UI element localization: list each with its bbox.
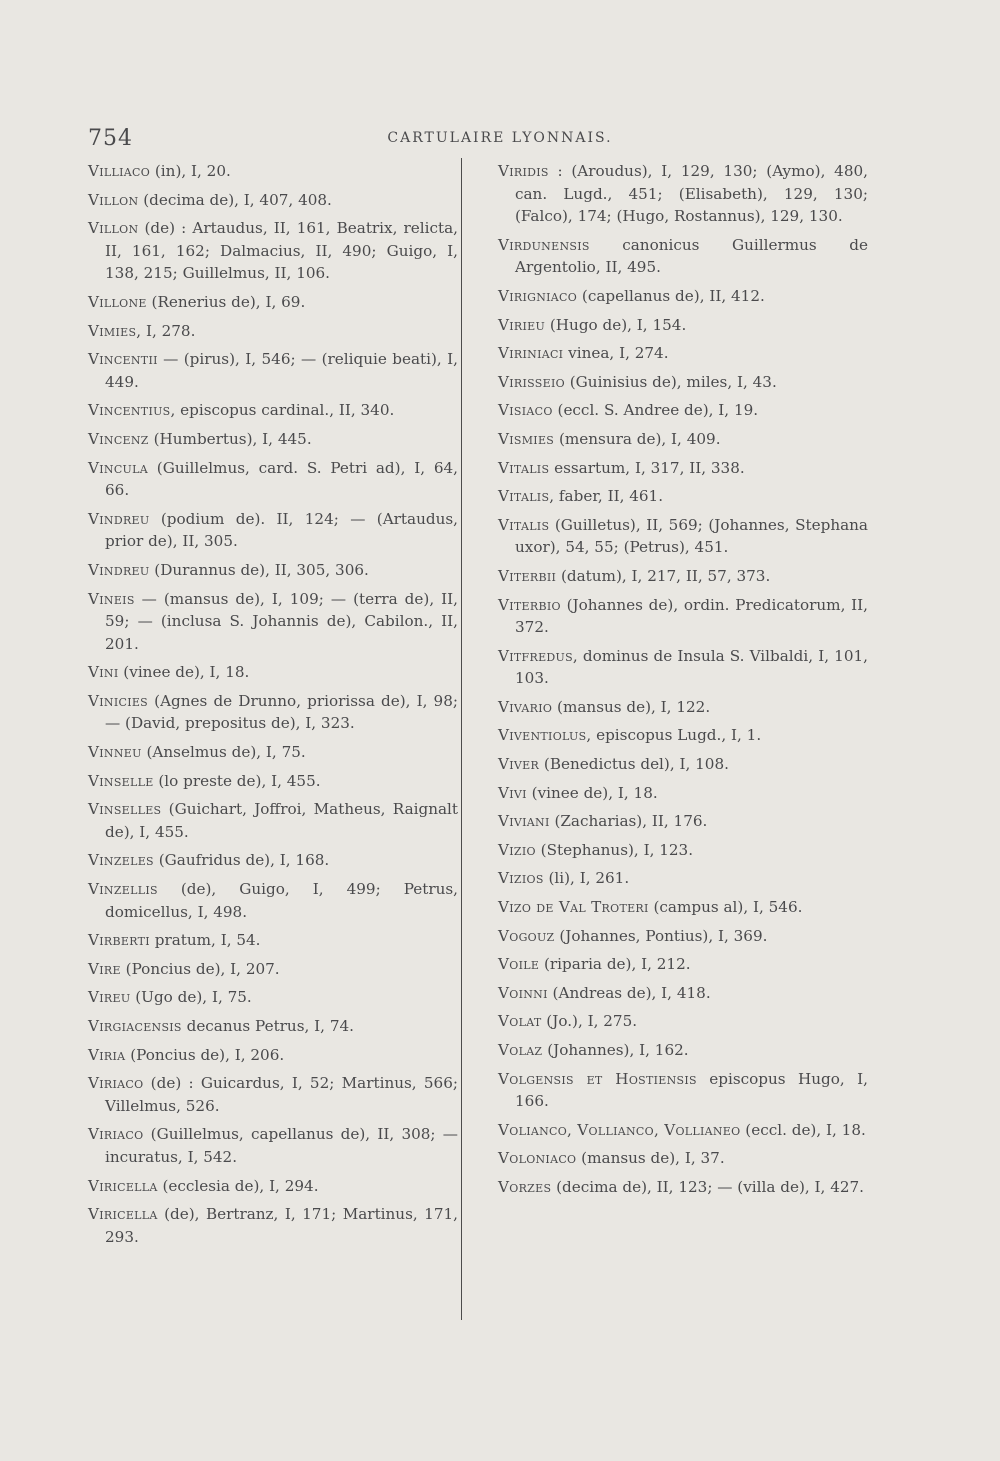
- entry-references: canonicus Guillermus de Argentolio, II, 495.: [515, 235, 868, 277]
- index-entry: [498, 1176, 868, 1199]
- entry-references: (Hugo de), I, 154.: [545, 315, 687, 334]
- entry-references: decanus Petrus, I, 74.: [181, 1017, 354, 1035]
- entry-references: (campus al), I, 546.: [648, 898, 803, 917]
- entry-references: (Guichart, Joffroi, Matheus, Raignalt de), I, 455.: [105, 800, 458, 841]
- entry-headword: Villone: [88, 292, 147, 311]
- index-entry: [498, 399, 868, 422]
- index-entry: [498, 371, 868, 394]
- entry-headword: Vinzeles: [88, 851, 154, 870]
- entry-headword: Viterbio: [498, 595, 561, 614]
- running-title: CARTULAIRE LYONNAIS.: [387, 130, 613, 146]
- index-entry: [498, 724, 868, 747]
- entry-headword: Viventiolus: [498, 726, 587, 745]
- entry-references: (Renerius de), I, 69.: [146, 292, 306, 311]
- index-entry: [498, 867, 868, 890]
- entry-references: (eccl. S. Andree de), I, 19.: [552, 401, 759, 420]
- entry-headword: Viriaco: [88, 1074, 144, 1093]
- entry-headword: Vitalis: [498, 458, 550, 477]
- entry-references: (de), Bertranz, I, 171; Martinus, 171, 293.: [105, 1205, 458, 1246]
- index-entry: [88, 878, 458, 923]
- entry-references: (eccl. de), I, 18.: [740, 1120, 866, 1139]
- entry-headword: Viriniaci: [498, 344, 564, 363]
- index-entry: [88, 160, 458, 183]
- entry-headword: Vire: [88, 959, 121, 978]
- entry-references: : (Aroudus), I, 129, 130; (Aymo), 480, can. Lugd., 451; (Elisabeth), 129, 130; (Falco), 174; (Hugo, Rostannus), 129, 130.: [515, 162, 868, 226]
- index-entry: [498, 514, 868, 559]
- entry-references: (decima de), II, 123; — (villa de), I, 427.: [551, 1177, 865, 1196]
- entry-references: (lo preste de), I, 455.: [153, 771, 321, 790]
- index-column-left: [88, 160, 458, 1254]
- entry-headword: Voloniaco: [498, 1149, 577, 1168]
- entry-headword: Viricella: [88, 1205, 158, 1224]
- entry-headword: Vogouz: [498, 926, 555, 945]
- entry-references: — (mansus de), I, 109; — (terra de), II, 59; — (inclusa S. Johannis de), Cabilon., II, 201.: [105, 589, 458, 653]
- entry-headword: Viricella: [88, 1176, 158, 1195]
- entry-headword: Vivario: [498, 697, 553, 716]
- entry-headword: Virieu: [498, 315, 546, 334]
- entry-references: (vinee de), I, 18.: [118, 663, 250, 682]
- index-entry: [88, 986, 458, 1009]
- entry-references: (Anselmus de), I, 75.: [141, 743, 306, 762]
- index-entry: [498, 953, 868, 976]
- entry-references: (Andreas de), I, 418.: [547, 983, 711, 1002]
- index-entry: [498, 160, 868, 228]
- index-entry: [498, 925, 868, 948]
- entry-references: (li), I, 261.: [543, 869, 630, 888]
- entry-references: (de), Guigo, I, 499; Petrus, domicellus, I, 498.: [105, 880, 458, 921]
- entry-headword: Vizios: [498, 869, 544, 888]
- index-entry: [88, 690, 458, 735]
- column-divider: [461, 158, 462, 1320]
- entry-references: (riparia de), I, 212.: [539, 955, 691, 974]
- entry-references: (Jo.), I, 275.: [541, 1012, 638, 1031]
- index-entry: [88, 1044, 458, 1067]
- entry-headword: Volgensis et Hostiensis: [498, 1069, 697, 1088]
- index-entry: [498, 594, 868, 639]
- index-entry: [498, 565, 868, 588]
- entry-headword: Vizo de Val Troteri: [498, 898, 649, 917]
- entry-headword: Visiaco: [498, 401, 553, 420]
- entry-headword: Volat: [498, 1012, 542, 1031]
- index-entry: [88, 1175, 458, 1198]
- entry-headword: Vinselles: [88, 800, 162, 819]
- index-entry: [88, 1072, 458, 1117]
- entry-headword: Vismies: [498, 429, 555, 448]
- entry-references: (vinee de), I, 18.: [526, 783, 658, 802]
- entry-references: (Benedictus del), I, 108.: [539, 755, 729, 774]
- entry-headword: Viterbii: [498, 566, 557, 585]
- entry-headword: Vincentii: [88, 350, 158, 369]
- index-entry: [498, 314, 868, 337]
- index-entry: [88, 508, 458, 553]
- entry-references: , faber, II, 461.: [549, 487, 664, 506]
- entry-references: vinea, I, 274.: [563, 344, 669, 363]
- entry-references: (Poncius de), I, 207.: [120, 959, 280, 978]
- index-entry: [498, 982, 868, 1005]
- index-entry: [498, 782, 868, 805]
- entry-headword: Villiaco: [88, 162, 151, 180]
- entry-headword: Vincenz: [88, 429, 149, 448]
- index-entry: [498, 1068, 868, 1113]
- entry-headword: Volaz: [498, 1041, 543, 1059]
- entry-references: pratum, I, 54.: [149, 931, 261, 950]
- index-entry: [498, 342, 868, 365]
- entry-references: (de) : Artaudus, II, 161, Beatrix, relicta, II, 161, 162; Dalmacius, II, 490; Guigo, I, 138, 215; Guillelmus, II, 106.: [105, 219, 458, 283]
- index-entry: [88, 291, 458, 314]
- entry-headword: Virgiacensis: [88, 1017, 182, 1035]
- index-entry: [498, 896, 868, 919]
- index-entry: [88, 559, 458, 582]
- entry-references: (Johannes, Pontius), I, 369.: [554, 926, 768, 945]
- entry-references: (ecclesia de), I, 294.: [157, 1176, 319, 1195]
- entry-references: (de) : Guicardus, I, 52; Martinus, 566; Villelmus, 526.: [105, 1074, 458, 1115]
- index-entry: [498, 810, 868, 833]
- entry-headword: Vinneu: [88, 743, 142, 762]
- index-entry: [88, 217, 458, 285]
- entry-headword: Vindreu: [88, 560, 150, 579]
- entry-headword: Viria: [88, 1045, 126, 1064]
- index-entry: [88, 320, 458, 343]
- entry-headword: Viridis: [498, 162, 549, 180]
- index-entry: [88, 1203, 458, 1248]
- entry-references: , dominus de Insula S. Vilbaldi, I, 101, 103.: [515, 646, 868, 688]
- entry-headword: Vini: [88, 663, 119, 682]
- entry-headword: Vincula: [88, 458, 148, 477]
- entry-references: (capellanus de), II, 412.: [577, 286, 765, 305]
- index-entry: [88, 348, 458, 393]
- entry-references: (datum), I, 217, II, 57, 373.: [556, 566, 771, 585]
- entry-headword: Vorzes: [498, 1177, 552, 1196]
- index-entry: [88, 798, 458, 843]
- entry-references: (Johannes de), ordin. Predicatorum, II, 372.: [515, 595, 868, 637]
- entry-references: , episcopus cardinal., II, 340.: [170, 401, 395, 420]
- entry-references: (Gaufridus de), I, 168.: [153, 851, 330, 870]
- index-entry: [88, 770, 458, 793]
- index-entry: [88, 189, 458, 212]
- entry-references: (Guilletus), II, 569; (Johannes, Stephana uxor), 54, 55; (Petrus), 451.: [515, 515, 868, 557]
- entry-references: (Johannes), I, 162.: [542, 1041, 689, 1059]
- index-entry: [88, 588, 458, 656]
- entry-references: episcopus Hugo, I, 166.: [515, 1069, 869, 1111]
- index-entry: [88, 929, 458, 952]
- entry-references: (mansus de), I, 37.: [576, 1149, 725, 1168]
- entry-references: (decima de), I, 407, 408.: [138, 190, 332, 209]
- index-entry: [498, 839, 868, 862]
- index-entry: [88, 428, 458, 451]
- entry-references: essartum, I, 317, II, 338.: [549, 458, 745, 477]
- entry-headword: Viviani: [498, 812, 550, 831]
- entry-headword: Vinicies: [88, 691, 149, 710]
- entry-headword: Vinselle: [88, 771, 154, 790]
- entry-references: (mensura de), I, 409.: [554, 429, 721, 448]
- index-entry: [88, 661, 458, 684]
- entry-headword: Virisseio: [498, 372, 565, 391]
- index-entry: [88, 958, 458, 981]
- index-entry: [498, 1119, 868, 1142]
- entry-references: (Durannus de), II, 305, 306.: [149, 560, 369, 579]
- entry-headword: Villon: [88, 219, 139, 238]
- index-entry: [88, 741, 458, 764]
- index-entry: [88, 1015, 458, 1038]
- entry-references: (podium de). II, 124; — (Artaudus, prior de), II, 305.: [105, 509, 458, 551]
- index-entry: [498, 457, 868, 480]
- index-entry: [498, 485, 868, 508]
- entry-headword: Vivi: [498, 783, 527, 802]
- entry-references: (Guillelmus, card. S. Petri ad), I, 64, 66.: [105, 458, 458, 500]
- entry-references: (Humbertus), I, 445.: [148, 429, 312, 448]
- entry-references: (Guinisius de), miles, I, 43.: [564, 372, 777, 391]
- index-entry: [498, 1010, 868, 1033]
- entry-headword: Voinni: [498, 983, 548, 1002]
- index-entry: [498, 645, 868, 690]
- entry-headword: Vitfredus: [498, 646, 573, 665]
- entry-headword: Vizio: [498, 840, 536, 859]
- entry-headword: Vitalis: [498, 487, 550, 506]
- index-entry: [498, 696, 868, 719]
- entry-headword: Vinzellis: [88, 880, 158, 899]
- index-entry: [88, 399, 458, 422]
- index-entry: [498, 428, 868, 451]
- entry-references: , episcopus Lugd., I, 1.: [586, 726, 762, 745]
- index-entry: [498, 753, 868, 776]
- entry-headword: Volianco, Vollianco, Vollianeo: [498, 1120, 741, 1139]
- entry-headword: Vindreu: [88, 509, 150, 528]
- entry-headword: Virigniaco: [498, 286, 578, 305]
- entry-references: (in), I, 20.: [150, 162, 231, 180]
- page-number: 754: [88, 126, 133, 151]
- entry-references: (Poncius de), I, 206.: [125, 1045, 285, 1064]
- index-entry: [498, 285, 868, 308]
- entry-headword: Vineis: [88, 589, 135, 608]
- entry-references: — (pirus), I, 546; — (reliquie beati), I, 449.: [105, 350, 458, 391]
- entry-references: , I, 278.: [136, 321, 196, 340]
- entry-headword: Vincentius: [88, 401, 171, 420]
- entry-headword: Villon: [88, 190, 139, 209]
- entry-headword: Viver: [498, 755, 540, 774]
- entry-headword: Virdunensis: [498, 235, 590, 254]
- index-entry: [88, 457, 458, 502]
- entry-headword: Voile: [498, 955, 540, 974]
- entry-headword: Vitalis: [498, 515, 550, 534]
- index-entry: [498, 1147, 868, 1170]
- entry-references: (Ugo de), I, 75.: [130, 988, 252, 1007]
- entry-references: (Zacharias), II, 176.: [549, 812, 708, 831]
- index-entry: [88, 1123, 458, 1168]
- index-entry: [498, 1039, 868, 1062]
- index-column-right: [498, 160, 868, 1205]
- index-entry: [498, 234, 868, 279]
- entry-headword: Viriaco: [88, 1125, 144, 1144]
- entry-references: (Guillelmus, capellanus de), II, 308; — incuratus, I, 542.: [105, 1125, 458, 1166]
- entry-headword: Vireu: [88, 988, 131, 1007]
- entry-headword: Virberti: [88, 931, 150, 950]
- entry-references: (Agnes de Drunno, priorissa de), I, 98; — (David, prepositus de), I, 323.: [105, 691, 458, 733]
- entry-references: (Stephanus), I, 123.: [535, 840, 694, 859]
- index-entry: [88, 849, 458, 872]
- entry-headword: Vimies: [88, 321, 137, 340]
- entry-references: (mansus de), I, 122.: [552, 697, 711, 716]
